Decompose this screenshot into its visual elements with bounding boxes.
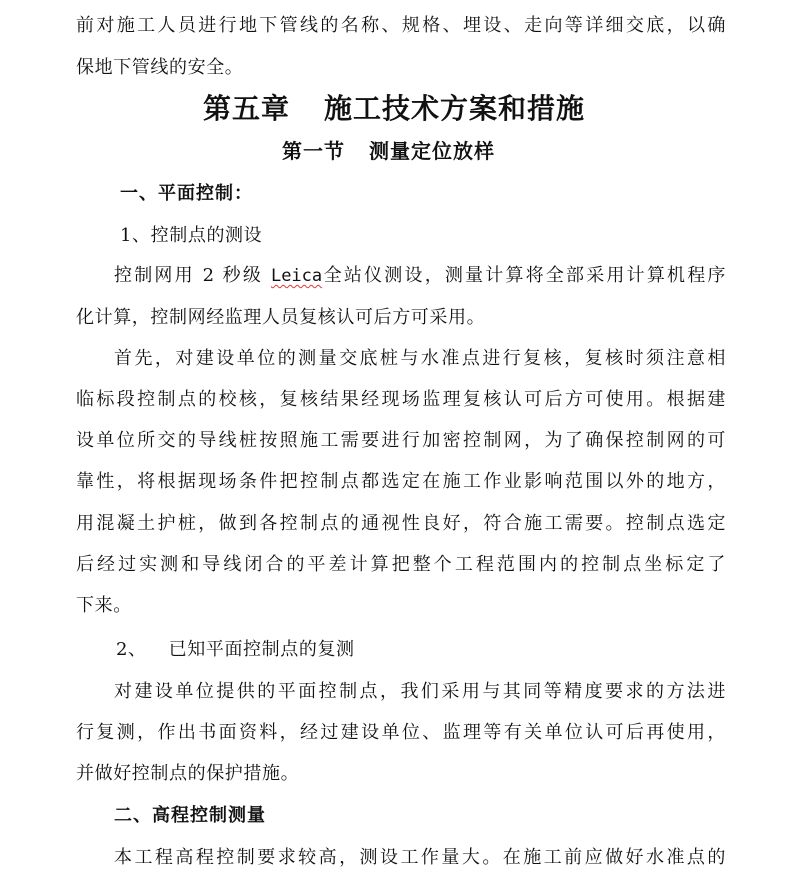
section-heading xyxy=(282,139,495,163)
item2-number: 2、 xyxy=(116,639,147,660)
item1-p1-line-1-a: 控制网用 2 秒级 xyxy=(114,265,271,286)
section-number: 第一节 xyxy=(282,139,345,163)
item2-title-text: 已知平面控制点的复测 xyxy=(168,639,355,660)
item1-p1-line-2: 化计算，控制网经监理人员复核认可后方可采用。 xyxy=(76,307,486,328)
chapter-title: 施工技术方案和措施 xyxy=(324,92,586,125)
item1-p2-line-1: 首先，对建设单位的测量交底桩与水准点进行复核，复核时须注意相 xyxy=(114,348,726,369)
item1-p2-line-3: 设单位所交的导线桩按照施工需要进行加密控制网，为了确保控制网的可 xyxy=(76,430,726,451)
item1-p2-line-6: 后经过实测和导线闭合的平差计算把整个工程范围内的控制点坐标定了 xyxy=(76,554,726,575)
item1-p2-line-5: 用混凝土护桩，做到各控制点的通视性良好，符合施工需要。控制点选定 xyxy=(76,513,726,534)
item1-p2-line-2: 临标段控制点的校核，复核结果经现场监理复核认可后方可使用。根据建 xyxy=(76,389,726,410)
item2-title xyxy=(116,638,355,662)
part2-heading: 二、高程控制测量 xyxy=(114,805,266,826)
intro-line-1: 前对施工人员进行地下管线的名称、规格、埋设、走向等详细交底，以确 xyxy=(76,15,726,36)
item2-line-1: 对建设单位提供的平面控制点，我们采用与其同等精度要求的方法进 xyxy=(114,681,726,702)
intro-line-2: 保地下管线的安全。 xyxy=(76,57,244,78)
spellcheck-term: Leica xyxy=(270,266,323,286)
chapter-heading xyxy=(0,92,788,126)
item1-p2-line-4: 靠性，将根据现场条件把控制点都选定在施工作业影响范围以外的地方， xyxy=(76,471,726,492)
part2-line-1: 本工程高程控制要求较高，测设工作量大。在施工前应做好水准点的 xyxy=(114,847,726,868)
item2-line-2: 行复测，作出书面资料，经过建设单位、监理等有关单位认可后再使用， xyxy=(76,722,726,743)
item1-title: 1、控制点的测设 xyxy=(120,225,263,246)
section-title: 测量定位放样 xyxy=(369,139,495,163)
chapter-number: 第五章 xyxy=(202,92,290,125)
part1-heading: 一、平面控制： xyxy=(120,183,253,204)
item1-p1-line-1 xyxy=(114,264,726,288)
item1-p2-line-7: 下来。 xyxy=(76,595,132,616)
item2-line-3: 并做好控制点的保护措施。 xyxy=(76,763,300,784)
item1-p1-line-1-b: 全站仪测设，测量计算将全部采用计算机程序 xyxy=(322,265,726,286)
